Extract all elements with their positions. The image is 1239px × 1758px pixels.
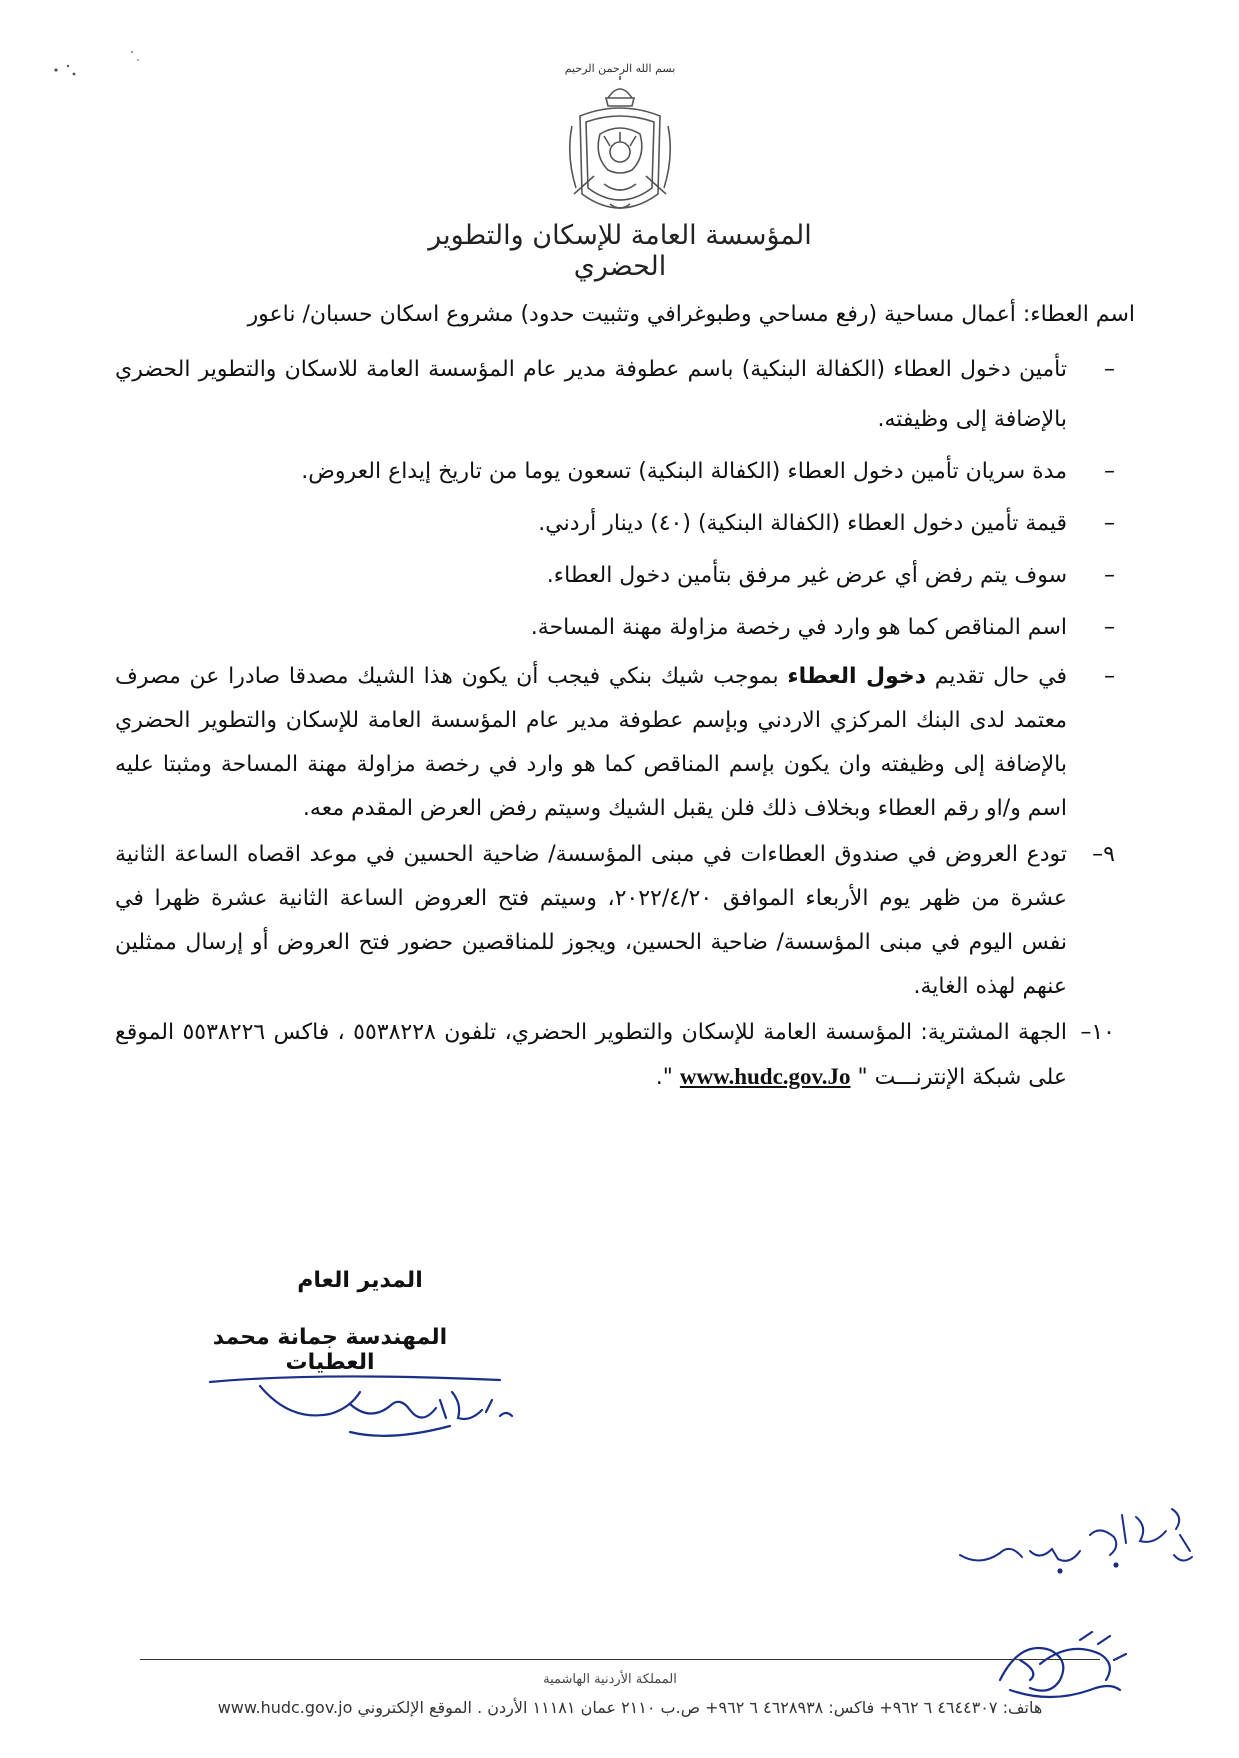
signatory-name: المهندسة جمانة محمد العطيات xyxy=(212,1325,448,1375)
list-item xyxy=(115,551,1135,601)
item-marker: – xyxy=(1104,664,1115,689)
footer-contact: هاتف: ٤٦٤٤٣٠٧ ٦ ٩٦٢+ فاكس: ٤٦٢٨٩٣٨ ٦ ٩٦٢+ ص.ب ٢١١٠ عمان ١١١٨١ الأردن . الموقع الإلكتروني www.hudc.gov.jo xyxy=(217,1698,1043,1717)
tender-label: اسم العطاء: xyxy=(1022,302,1135,327)
list-item xyxy=(115,833,1135,1009)
item-text: في حال تقديم دخول العطاء بموجب شيك بنكي فيجب أن يكون هذا الشيك مصدقا صادرا عن مصرف معتمد لدى البنك المركزي الاردني وبإسم عطوفة مدير عام المؤسسة العامة للإسكان والتطوير الحضري بالإضافة إلى وظيفته وان يكون بإسم المناقص كما هو وارد في رخصة مزاولة مهنة المساحة ومثبتا عليه اسم و/او رقم العطاء وبخلاف ذلك فلن يقبل الشيك وسيتم رفض العرض المقدم معه. xyxy=(115,664,1067,821)
footer-country: المملكة الأردنية الهاشمية xyxy=(543,1672,677,1687)
item-marker: – xyxy=(1104,357,1115,382)
conditions-list xyxy=(115,345,1135,1100)
item-text: سوف يتم رفض أي عرض غير مرفق بتأمين دخول العطاء. xyxy=(546,563,1067,588)
item-text: تأمين دخول العطاء (الكفالة البنكية) باسم عطوفة مدير عام المؤسسة العامة للاسكان والتطوير الحضري بالإضافة إلى وظيفته. xyxy=(115,357,1067,432)
item-marker: – xyxy=(1104,615,1115,640)
website-link[interactable]: www.hudc.gov.Jo xyxy=(679,1064,851,1089)
bold-phrase: دخول العطاء xyxy=(787,664,927,689)
list-item xyxy=(115,499,1135,549)
item-text: الجهة المشترية: المؤسسة العامة للإسكان والتطوير الحضري، تلفون ٥٥٣٨٢٢٨ ، فاكس ٥٥٣٨٢٢٦ الموقع على شبكة الإنترنـــت " www.hudc.gov.Jo ". xyxy=(115,1020,1068,1090)
handwritten-annotation xyxy=(940,1495,1200,1590)
list-item xyxy=(115,603,1135,653)
item-text: تودع العروض في صندوق العطاءات في مبنى المؤسسة/ ضاحية الحسين في موعد اقصاه الساعة الثانية عشرة من ظهر يوم الأربعاء الموافق ٢٠٢٢/٤/٢٠، وسيتم فتح العروض الساعة الثانية عشرة ظهرا في نفس اليوم في مبنى المؤسسة/ ضاحية الحسين، ويجوز للمناقصين حضور فتح العروض أو إرسال ممثلين عنهم لهذه الغاية. xyxy=(115,842,1068,999)
list-item xyxy=(115,447,1135,497)
item-marker: – xyxy=(1104,563,1115,588)
royal-emblem-icon xyxy=(560,76,680,226)
item-marker: – xyxy=(1104,459,1115,484)
signatory-title: المدير العام xyxy=(297,1268,423,1293)
list-item xyxy=(115,345,1135,445)
basmala: بسم الله الرحمن الرحيم xyxy=(564,62,676,75)
list-item xyxy=(115,655,1135,831)
footer-divider xyxy=(140,1659,1100,1660)
tender-name xyxy=(115,298,1135,332)
scan-specks xyxy=(50,44,160,84)
tender-value: أعمال مساحية (رفع مساحي وطبوغرافي وتثبيت حدود) مشروع اسكان حسبان/ ناعور xyxy=(247,302,1016,327)
item-marker: ١٠– xyxy=(1080,1020,1115,1045)
handwritten-initials xyxy=(980,1620,1140,1710)
item-marker: ٩– xyxy=(1092,842,1115,867)
item-text: قيمة تأمين دخول العطاء (الكفالة البنكية) (٤٠) دينار أردني. xyxy=(538,511,1067,536)
item-text: مدة سريان تأمين دخول العطاء (الكفالة البنكية) تسعون يوما من تاريخ إيداع العروض. xyxy=(301,459,1067,484)
list-item xyxy=(115,1011,1135,1100)
organization-name: المؤسسة العامة للإسكان والتطوير الحضري xyxy=(428,220,812,282)
item-text: اسم المناقص كما هو وارد في رخصة مزاولة مهنة المساحة. xyxy=(530,615,1067,640)
handwritten-signature xyxy=(200,1352,520,1472)
item-marker: – xyxy=(1104,511,1115,536)
